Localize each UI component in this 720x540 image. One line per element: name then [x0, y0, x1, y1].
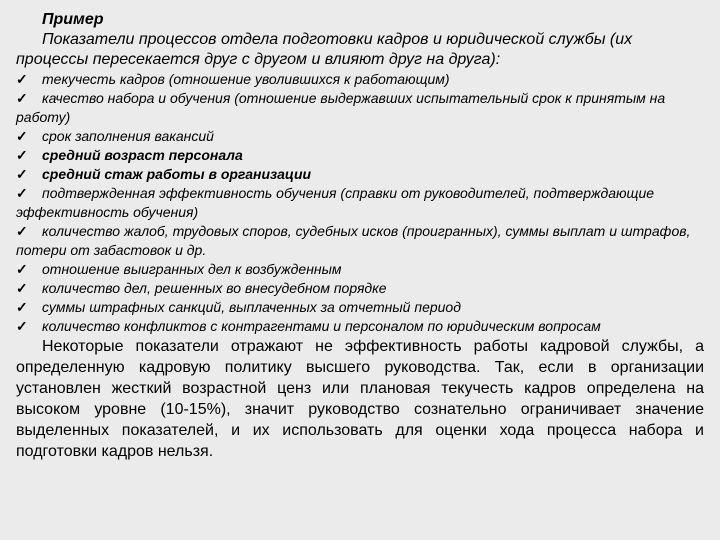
list-item: [16, 260, 704, 279]
checkmark-icon: ✓: [16, 299, 28, 315]
list-item-text: качество набора и обучения (отношение выдержавших испытательный срок к принятым на работу): [16, 90, 666, 125]
checkmark-icon: ✓: [16, 223, 28, 239]
list-item: [16, 317, 704, 336]
conclusion-paragraph: Некоторые показатели отражают не эффективность работы кадровой службы, а определенную кадровую политику высшего руководства. Так, если в организации установлен жесткий возрастной ценз или плановая текучесть кадров определена на высоком уровне (10-15%), значит руководство сознательно ограничивает значение выделенных показателей, и их использовать для оценки хода процесса набора и подготовки кадров нельзя.: [16, 338, 704, 460]
list-item: [16, 70, 704, 89]
list-item-text: отношение выигранных дел к возбужденным: [42, 261, 342, 277]
list-item-text: количество дел, решенных во внесудебном порядке: [42, 280, 387, 296]
list-item: [16, 298, 704, 317]
list-item: [16, 127, 704, 146]
list-item-text: средний возраст персонала: [42, 147, 243, 163]
checkmark-icon: ✓: [16, 71, 28, 87]
checkmark-icon: ✓: [16, 90, 28, 106]
list-item-text: суммы штрафных санкций, выплаченных за отчетный период: [42, 299, 461, 315]
list-item-text: средний стаж работы в организации: [42, 166, 312, 182]
list-item: [16, 222, 704, 260]
list-item: [16, 279, 704, 298]
list-item: [16, 184, 704, 222]
checkmark-icon: ✓: [16, 185, 28, 201]
list-item-text: количество конфликтов с контрагентами и персоналом по юридическим вопросам: [42, 318, 601, 334]
list-item-text: текучесть кадров (отношение уволившихся к работающим): [42, 71, 450, 87]
list-item-text: срок заполнения вакансий: [42, 128, 214, 144]
checkmark-icon: ✓: [16, 261, 28, 277]
list-item-text: подтвержденная эффективность обучения (справки от руководителей, подтверждающие эффективность обучения): [16, 185, 655, 220]
checkmark-icon: ✓: [16, 280, 28, 296]
checkmark-icon: ✓: [16, 166, 28, 182]
list-item: [16, 165, 704, 184]
indicator-list: [16, 70, 704, 336]
list-item: [16, 146, 704, 165]
intro-paragraph: Показатели процессов отдела подготовки кадров и юридической службы (их процессы пересекается друг с другом и влияют друг на друга):: [16, 31, 633, 68]
checkmark-icon: ✓: [16, 147, 28, 163]
checkmark-icon: ✓: [16, 318, 28, 334]
list-item-text: количество жалоб, трудовых споров, судебных исков (проигранных), суммы выплат и штрафов, потери от забастовок и др.: [16, 223, 691, 258]
heading: Пример: [42, 11, 104, 28]
checkmark-icon: ✓: [16, 128, 28, 144]
list-item: [16, 89, 704, 127]
